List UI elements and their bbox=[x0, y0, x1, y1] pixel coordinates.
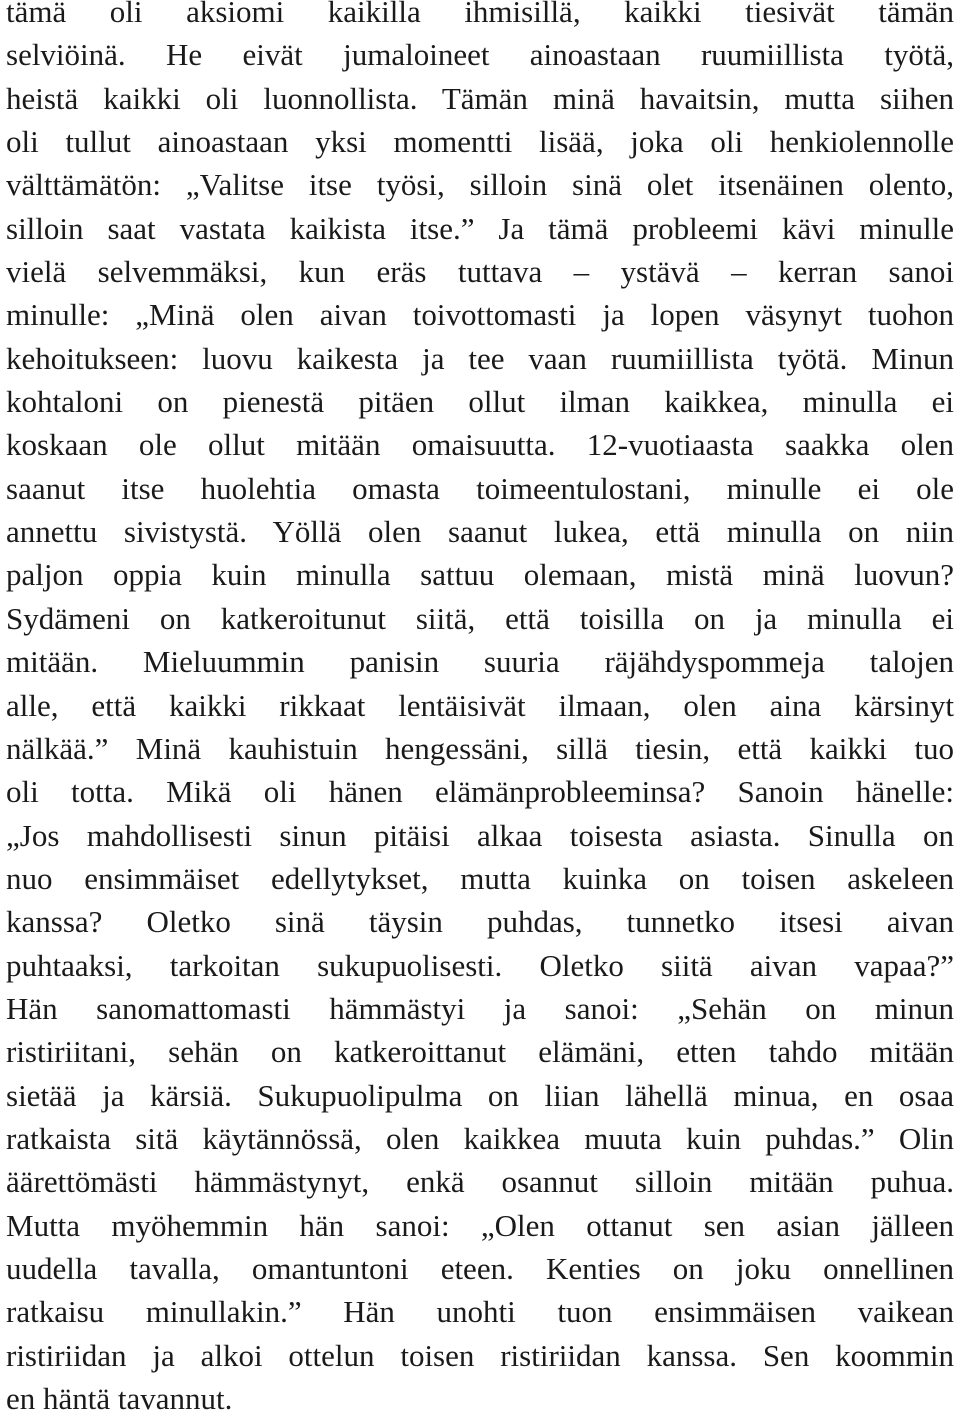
body-text bbox=[6, 0, 954, 1420]
text-line: „Jos mahdollisesti sinun pitäisi alkaa toisesta asiasta. Sinulla on bbox=[6, 817, 954, 853]
text-line: kanssa? Oletko sinä täysin puhdas, tunnetko itsesi aivan bbox=[6, 904, 954, 940]
text-line: ristiriitani, sehän on katkeroittanut elämäni, etten tahdo mitään bbox=[6, 1034, 954, 1070]
text-line: ratkaista sitä käytännössä, olen kaikkea muuta kuin puhdas.” Olin bbox=[6, 1120, 954, 1156]
text-line: Sydämeni on katkeroitunut siitä, että toisilla on ja minulla ei bbox=[6, 600, 954, 636]
text-line: selviöinä. He eivät jumaloineet ainoastaan ruumiillista työtä, bbox=[6, 37, 954, 73]
text-line: äärettömästi hämmästynyt, enkä osannut silloin mitään puhua. bbox=[6, 1164, 954, 1200]
text-line: tämä oli aksiomi kaikilla ihmisillä, kaikki tiesivät tämän bbox=[6, 0, 954, 29]
text-line: kehoitukseen: luovu kaikesta ja tee vaan ruumiillista työtä. Minun bbox=[6, 340, 954, 376]
text-line: saanut itse huolehtia omasta toimeentulostani, minulle ei ole bbox=[6, 470, 954, 506]
text-line: oli tullut ainoastaan yksi momentti lisää, joka oli henkiolennolle bbox=[6, 124, 954, 160]
text-line: Hän sanomattomasti hämmästyi ja sanoi: „Sehän on minun bbox=[6, 990, 954, 1026]
text-line: minulle: „Minä olen aivan toivottomasti ja lopen väsynyt tuohon bbox=[6, 297, 954, 333]
text-line: kohtaloni on pienestä pitäen ollut ilman kaikkea, minulla ei bbox=[6, 384, 954, 420]
text-line: koskaan ole ollut mitään omaisuutta. 12-vuotiaasta saakka olen bbox=[6, 427, 954, 463]
text-line-last: en häntä tavannut. bbox=[6, 1381, 233, 1416]
text-line: mitään. Mieluummin panisin suuria räjähdyspommeja talojen bbox=[6, 644, 954, 680]
text-line: sietää ja kärsiä. Sukupuolipulma on liian lähellä minua, en osaa bbox=[6, 1077, 954, 1113]
text-line: alle, että kaikki rikkaat lentäisivät ilmaan, olen aina kärsinyt bbox=[6, 687, 954, 723]
text-line: oli totta. Mikä oli hänen elämänprobleeminsa? Sanoin hänelle: bbox=[6, 774, 954, 810]
text-line: välttämätön: „Valitse itse työsi, silloin sinä olet itsenäinen olento, bbox=[6, 167, 954, 203]
text-line: puhtaaksi, tarkoitan sukupuolisesti. Oletko siitä aivan vapaa?” bbox=[6, 947, 954, 983]
text-line: Mutta myöhemmin hän sanoi: „Olen ottanut sen asian jälleen bbox=[6, 1207, 954, 1243]
text-line: paljon oppia kuin minulla sattuu olemaan, mistä minä luovun? bbox=[6, 557, 954, 593]
text-line: ratkaisu minullakin.” Hän unohti tuon ensimmäisen vaikean bbox=[6, 1294, 954, 1330]
text-line: heistä kaikki oli luonnollista. Tämän minä havaitsin, mutta siihen bbox=[6, 80, 954, 116]
text-line: nuo ensimmäiset edellytykset, mutta kuinka on toisen askeleen bbox=[6, 860, 954, 896]
text-line: ristiriidan ja alkoi ottelun toisen ristiriidan kanssa. Sen koommin bbox=[6, 1337, 954, 1373]
text-line: nälkää.” Minä kauhistuin hengessäni, sillä tiesin, että kaikki tuo bbox=[6, 730, 954, 766]
text-line: silloin saat vastata kaikista itse.” Ja tämä probleemi kävi minulle bbox=[6, 210, 954, 246]
text-line: annettu sivistystä. Yöllä olen saanut lukea, että minulla on niin bbox=[6, 514, 954, 550]
text-line: vielä selvemmäksi, kun eräs tuttava – ystävä – kerran sanoi bbox=[6, 254, 954, 290]
text-line: uudella tavalla, omantuntoni eteen. Kenties on joku onnellinen bbox=[6, 1250, 954, 1286]
